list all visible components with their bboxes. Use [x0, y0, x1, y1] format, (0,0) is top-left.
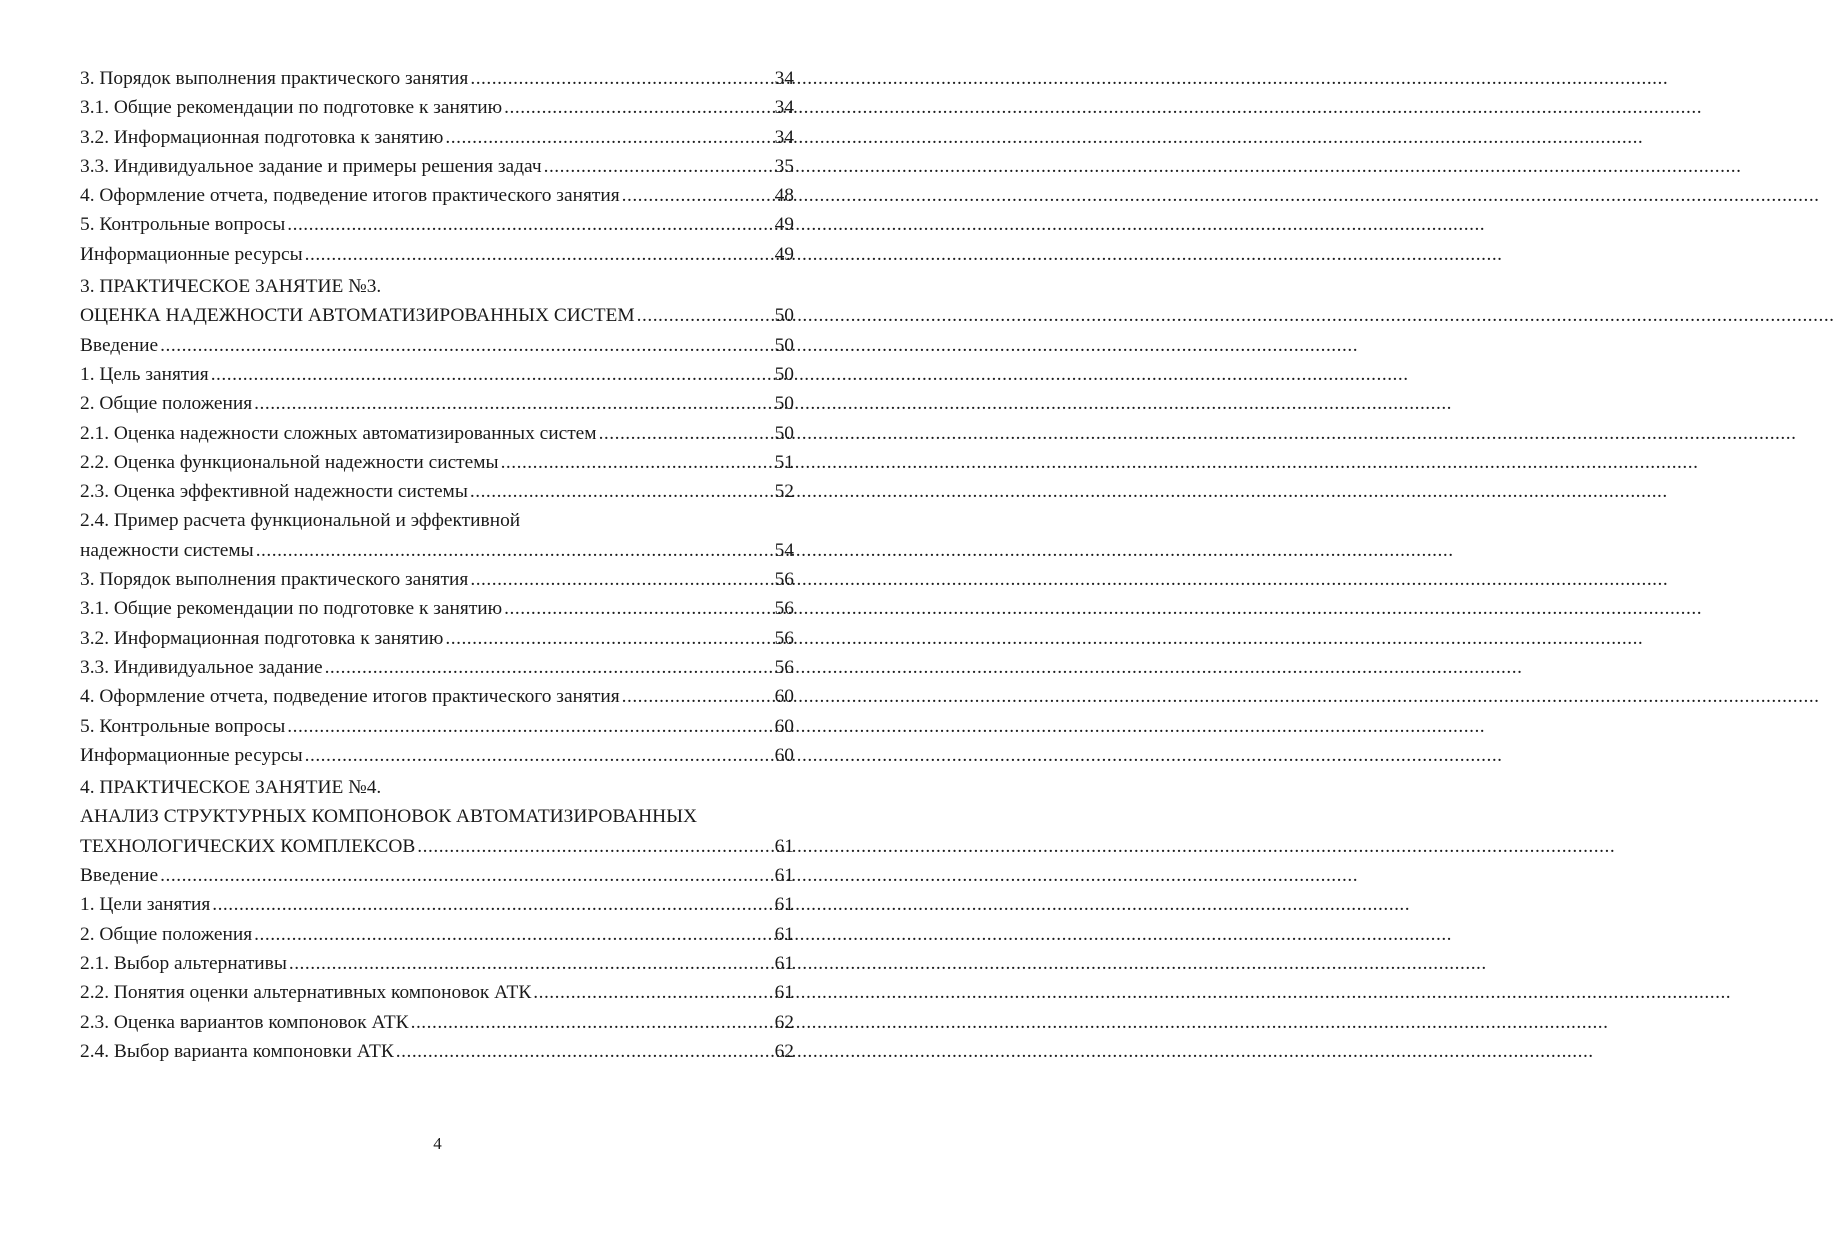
- toc-entry: [80, 448, 794, 477]
- toc-entry-page: 62: [774, 1040, 794, 1062]
- toc-entry: [80, 890, 794, 919]
- toc-entry: [80, 741, 794, 770]
- toc-entry-title: Введение: [80, 865, 159, 887]
- toc-entry-page: 35: [774, 155, 794, 177]
- toc-entry-page: 60: [774, 744, 794, 766]
- toc-entry-page: 50: [774, 393, 794, 415]
- toc-entry-page: 61: [774, 894, 794, 916]
- toc-entry: [80, 389, 794, 418]
- toc-entry-page: 56: [774, 627, 794, 649]
- dot-leader: [325, 653, 773, 682]
- toc-entry-page: 50: [774, 363, 794, 385]
- toc-entry: [80, 565, 794, 594]
- toc-entry-page: 34: [774, 97, 794, 119]
- dot-leader: [470, 477, 773, 506]
- toc-entry: [80, 331, 794, 360]
- toc-entry-title: АНАЛИЗ СТРУКТУРНЫХ КОМПОНОВОК АВТОМАТИЗИРОВАННЫХ: [80, 806, 698, 828]
- dot-leader: [622, 181, 773, 210]
- toc-section-heading: [80, 773, 794, 802]
- toc-entry-title: 3. Порядок выполнения практического занятия: [80, 569, 469, 591]
- dot-leader: [504, 93, 772, 122]
- toc-entry-title: 3.1. Общие рекомендации по подготовке к занятию: [80, 598, 503, 620]
- toc-entry-title: 5. Контрольные вопросы: [80, 715, 286, 737]
- toc-entry: [80, 301, 794, 330]
- toc-entry-page: 60: [774, 715, 794, 737]
- toc-entry-page: 50: [774, 305, 794, 327]
- toc-entry-page: 60: [774, 686, 794, 708]
- toc-entry: [80, 93, 794, 122]
- toc-entry-page: 34: [774, 68, 794, 89]
- toc-entry-title: 1. Цели занятия: [80, 894, 211, 916]
- toc-entry: [80, 920, 794, 949]
- toc-entry-title: 2. Общие положения: [80, 923, 253, 945]
- toc-entry-title: 2.2. Оценка функциональной надежности системы: [80, 451, 499, 473]
- toc-section-heading: [80, 272, 794, 301]
- toc-entry: [80, 477, 794, 506]
- toc-entry-title: 3.3. Индивидуальное задание: [80, 656, 323, 678]
- toc-entry: [80, 240, 794, 269]
- toc-entry-title: 2. Общие положения: [80, 393, 253, 415]
- toc-entry-page: 54: [774, 539, 794, 561]
- toc-entry-page: 61: [774, 982, 794, 1004]
- toc-entry-page: 52: [774, 481, 794, 503]
- dot-leader: [254, 389, 772, 418]
- toc-entry: [80, 419, 794, 448]
- dot-leader: [470, 565, 772, 594]
- dot-leader: [637, 301, 773, 330]
- toc-entry-title: 2.3. Оценка эффективной надежности системы: [80, 481, 468, 503]
- toc-entry: [80, 1037, 794, 1066]
- toc-entry: [80, 64, 794, 93]
- toc-entry-title: 2.4. Пример расчета функциональной и эффективной: [80, 510, 521, 532]
- toc-entry-page: 49: [774, 243, 794, 265]
- dot-leader: [305, 240, 773, 269]
- dot-leader: [305, 741, 773, 770]
- toc-entry-page: 61: [774, 952, 794, 974]
- toc-entry-title: 4. Оформление отчета, подведение итогов практического занятия: [80, 686, 620, 708]
- page-number: 4: [433, 1134, 442, 1153]
- toc-entry-title: 3. Порядок выполнения практического занятия: [80, 68, 469, 89]
- table-of-contents: [80, 64, 794, 1066]
- toc-entry-title: надежности системы: [80, 539, 254, 561]
- toc-entry-title: 4. Оформление отчета, подведение итогов практического занятия: [80, 185, 620, 207]
- toc-entry: [80, 682, 794, 711]
- toc-entry: [80, 181, 794, 210]
- toc-entry-page: 61: [774, 865, 794, 887]
- toc-entry-page: 48: [774, 185, 794, 207]
- toc-entry: [80, 712, 794, 741]
- toc-entry-title: 3. ПРАКТИЧЕСКОЕ ЗАНЯТИЕ №3.: [80, 276, 382, 298]
- toc-entry: [80, 624, 794, 653]
- toc-entry: [80, 536, 794, 565]
- toc-entry: [80, 123, 794, 152]
- toc-entry-page: 56: [774, 598, 794, 620]
- toc-entry-page: 49: [774, 214, 794, 236]
- dot-leader: [160, 861, 772, 890]
- dot-leader: [287, 210, 772, 239]
- dot-leader: [254, 920, 772, 949]
- dot-leader: [212, 890, 772, 919]
- dot-leader: [256, 536, 773, 565]
- toc-entry-page: 50: [774, 422, 794, 444]
- toc-entry-title: 3.2. Информационная подготовка к занятию: [80, 627, 444, 649]
- toc-entry-title: 4. ПРАКТИЧЕСКОЕ ЗАНЯТИЕ №4.: [80, 777, 382, 799]
- toc-entry-title: 1. Цель занятия: [80, 363, 209, 385]
- dot-leader: [501, 448, 773, 477]
- dot-leader: [211, 360, 773, 389]
- toc-entry-page: 50: [774, 334, 794, 356]
- toc-entry-page: 62: [774, 1011, 794, 1033]
- toc-entry-title: 3.2. Информационная подготовка к занятию: [80, 126, 444, 148]
- toc-entry: [80, 949, 794, 978]
- toc-entry: [80, 210, 794, 239]
- toc-entry: [80, 653, 794, 682]
- toc-entry-title: 2.1. Выбор альтернативы: [80, 952, 287, 974]
- dot-leader: [287, 712, 772, 741]
- toc-entry-title: 3.3. Индивидуальное задание и примеры решения задач: [80, 155, 542, 177]
- dot-leader: [445, 624, 772, 653]
- dot-leader: [470, 64, 772, 93]
- dot-leader: [411, 1008, 773, 1037]
- toc-entry-title: Введение: [80, 334, 159, 356]
- dot-leader: [289, 949, 773, 978]
- dot-leader: [533, 978, 772, 1007]
- dot-leader: [160, 331, 772, 360]
- toc-entry: [80, 594, 794, 623]
- toc-entry-page: 61: [774, 835, 794, 857]
- toc-entry-title: Информационные ресурсы: [80, 744, 303, 766]
- dot-leader: [544, 152, 773, 181]
- dot-leader: [417, 832, 772, 861]
- dot-leader: [622, 682, 773, 711]
- toc-entry: [80, 152, 794, 181]
- toc-entry-title: ОЦЕНКА НАДЕЖНОСТИ АВТОМАТИЗИРОВАННЫХ СИСТЕМ: [80, 305, 635, 327]
- dot-leader: [445, 123, 772, 152]
- toc-entry: [80, 360, 794, 389]
- dot-leader: [396, 1037, 773, 1066]
- toc-entry: [80, 832, 794, 861]
- toc-entry: [80, 506, 794, 535]
- toc-entry-title: Информационные ресурсы: [80, 243, 303, 265]
- toc-entry-page: 56: [774, 656, 794, 678]
- toc-entry-page: 61: [774, 923, 794, 945]
- toc-entry-title: 2.3. Оценка вариантов компоновок АТК: [80, 1011, 409, 1033]
- toc-entry: [80, 1008, 794, 1037]
- toc-entry: [80, 978, 794, 1007]
- toc-entry-page: 34: [774, 126, 794, 148]
- toc-entry: [80, 861, 794, 890]
- toc-entry-page: 56: [774, 569, 794, 591]
- dot-leader: [504, 594, 772, 623]
- toc-entry-title: 5. Контрольные вопросы: [80, 214, 286, 236]
- toc-entry-page: 51: [774, 451, 794, 473]
- toc-entry: [80, 802, 794, 831]
- toc-entry-title: 2.4. Выбор варианта компоновки АТК: [80, 1040, 394, 1062]
- toc-entry-title: ТЕХНОЛОГИЧЕСКИХ КОМПЛЕКСОВ: [80, 835, 416, 857]
- toc-entry-title: 2.1. Оценка надежности сложных автоматизированных систем: [80, 422, 597, 444]
- toc-entry-title: 2.2. Понятия оценки альтернативных компоновок АТК: [80, 982, 532, 1004]
- toc-entry-title: 3.1. Общие рекомендации по подготовке к занятию: [80, 97, 503, 119]
- dot-leader: [599, 419, 773, 448]
